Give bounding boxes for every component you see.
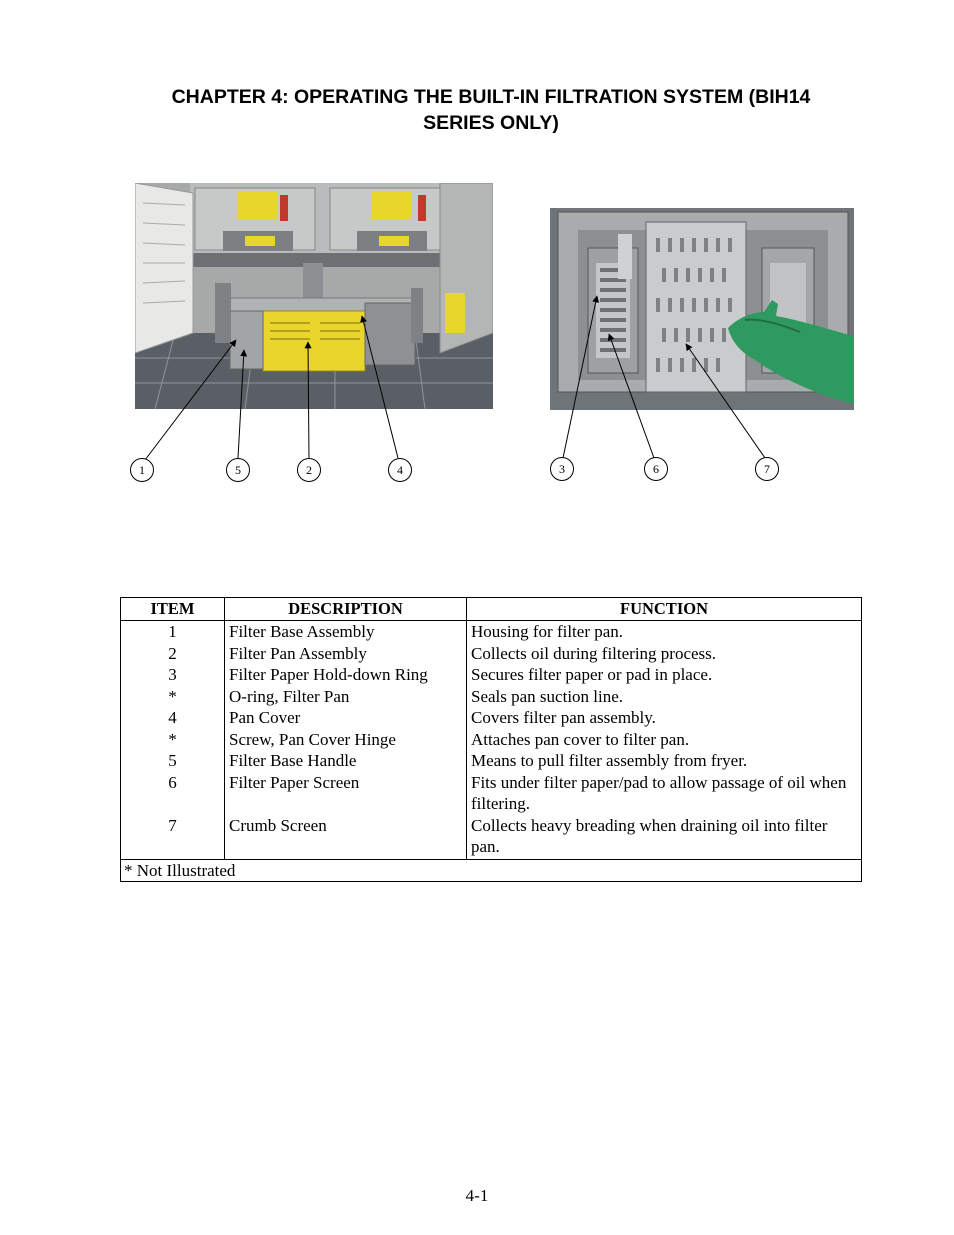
callout-number-7: 7	[755, 457, 779, 481]
item-cell: 1	[121, 621, 225, 643]
callout-number-1: 1	[130, 458, 154, 482]
function-cell: Means to pull filter assembly from fryer.	[467, 750, 862, 772]
function-cell: Housing for filter pan.	[467, 621, 862, 643]
callout-number-5: 5	[226, 458, 250, 482]
function-cell: Collects heavy breading when draining oil into filter pan.	[467, 815, 862, 860]
callout-number-2: 2	[297, 458, 321, 482]
table-row	[121, 664, 862, 686]
table-row	[121, 621, 862, 643]
description-cell: Filter Base Assembly	[225, 621, 467, 643]
callout-number-6: 6	[644, 457, 668, 481]
table-footnote: * Not Illustrated	[121, 859, 862, 881]
table-row	[121, 707, 862, 729]
description-cell: Filter Pan Assembly	[225, 643, 467, 665]
chapter-title	[120, 84, 862, 136]
function-cell: Attaches pan cover to filter pan.	[467, 729, 862, 751]
page-number: 4-1	[465, 1186, 489, 1205]
item-cell: 2	[121, 643, 225, 665]
header-function: FUNCTION	[467, 598, 862, 621]
parts-table	[120, 597, 862, 882]
fryer-filter-base-photo	[135, 183, 493, 409]
item-cell: 3	[121, 664, 225, 686]
item-cell: *	[121, 686, 225, 708]
description-cell: O-ring, Filter Pan	[225, 686, 467, 708]
item-cell: 6	[121, 772, 225, 815]
function-cell: Fits under filter paper/pad to allow passage of oil when filtering.	[467, 772, 862, 815]
description-cell: Filter Paper Hold-down Ring	[225, 664, 467, 686]
item-cell: 5	[121, 750, 225, 772]
description-cell: Filter Paper Screen	[225, 772, 467, 815]
table-footnote-row	[121, 859, 862, 881]
table-header-row	[121, 598, 862, 621]
item-cell: *	[121, 729, 225, 751]
chapter-title-line-1: CHAPTER 4: OPERATING THE BUILT-IN FILTRATION SYSTEM (BIH14	[171, 86, 811, 108]
table-row	[121, 729, 862, 751]
function-cell: Seals pan suction line.	[467, 686, 862, 708]
item-cell: 7	[121, 815, 225, 860]
header-description: DESCRIPTION	[225, 598, 467, 621]
callout-number-3: 3	[550, 457, 574, 481]
header-item: ITEM	[121, 598, 225, 621]
callout-number-4: 4	[388, 458, 412, 482]
table-row	[121, 815, 862, 860]
filter-pan-photo	[550, 208, 854, 410]
description-cell: Screw, Pan Cover Hinge	[225, 729, 467, 751]
function-cell: Secures filter paper or pad in place.	[467, 664, 862, 686]
function-cell: Collects oil during filtering process.	[467, 643, 862, 665]
table-row	[121, 772, 862, 815]
description-cell: Filter Base Handle	[225, 750, 467, 772]
table-row	[121, 686, 862, 708]
function-cell: Covers filter pan assembly.	[467, 707, 862, 729]
item-cell: 4	[121, 707, 225, 729]
table-row	[121, 750, 862, 772]
description-cell: Crumb Screen	[225, 815, 467, 860]
description-cell: Pan Cover	[225, 707, 467, 729]
table-row	[121, 643, 862, 665]
chapter-title-line-2: SERIES ONLY)	[423, 112, 559, 134]
